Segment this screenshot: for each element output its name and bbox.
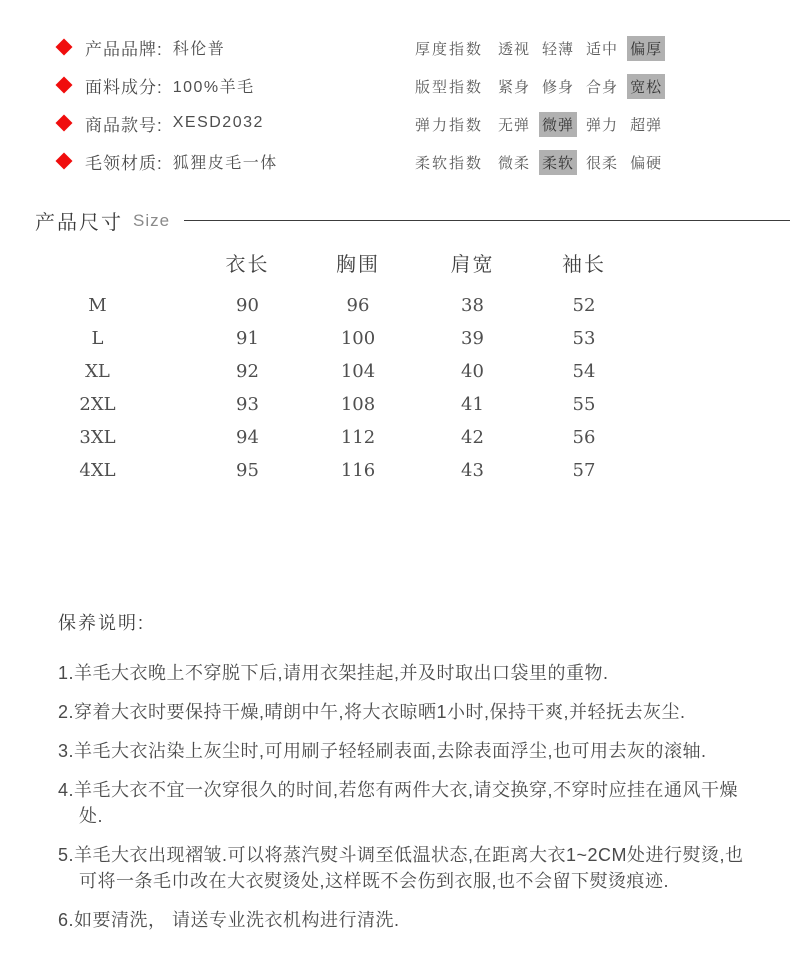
size-table-header: 胸围: [336, 254, 380, 276]
size-section-subtitle: Size: [133, 210, 171, 230]
size-table-row: [0, 421, 639, 454]
size-cell: 116: [340, 460, 376, 481]
care-item: 3.羊毛大衣沾染上灰尘时,可用刷子轻轻刷表面,去除表面浮尘,也可用去灰的滚轴.: [58, 741, 707, 761]
care-instructions-section: [58, 609, 758, 933]
scale-option: 轻薄: [542, 40, 575, 58]
size-table-header: 袖长: [562, 254, 606, 276]
product-attr-row: [55, 104, 415, 142]
scale-option-selected: 偏厚: [627, 36, 665, 61]
scale-option: 超弹: [630, 116, 663, 134]
size-cell-label: L: [91, 328, 104, 349]
diamond-bullet-icon: [56, 115, 73, 132]
size-table-header: 衣长: [225, 254, 270, 276]
attr-value: 科伦普: [172, 40, 226, 58]
index-scale-row-elasticity: [415, 105, 790, 143]
size-cell: 94: [236, 427, 259, 448]
scale-option: 适中: [586, 40, 619, 58]
size-cell: 96: [346, 295, 370, 316]
product-attributes-list: [55, 28, 415, 181]
size-cell: 42: [461, 427, 484, 448]
index-scale-row-fit: [415, 67, 790, 105]
size-cell-label: M: [88, 295, 107, 316]
size-cell: 39: [461, 328, 484, 349]
size-cell: 90: [236, 295, 259, 316]
index-scale-row-thickness: [415, 29, 790, 67]
size-cell-label: 2XL: [79, 394, 116, 415]
size-cell: 93: [236, 394, 259, 415]
scale-option-selected: 微弹: [539, 112, 577, 137]
size-cell: 100: [340, 328, 376, 349]
size-table: [0, 248, 639, 487]
size-section-heading: [35, 206, 790, 235]
diamond-bullet-icon: [56, 77, 73, 94]
scale-option: 微柔: [498, 154, 531, 172]
size-table-row: [0, 388, 639, 421]
size-table-row: [0, 289, 639, 322]
scale-option: 弹力: [586, 116, 619, 134]
size-cell: 108: [340, 394, 376, 415]
size-cell: 104: [340, 361, 376, 382]
scale-option: 紧身: [498, 78, 531, 96]
care-title: 保养说明:: [58, 613, 146, 633]
product-attributes-section: [0, 0, 790, 181]
size-column-spacer: [0, 248, 195, 289]
size-section-title: 产品尺寸: [35, 212, 123, 234]
attr-label: 面料成分:: [85, 77, 163, 97]
care-item: 5.羊毛大衣出现褶皱.可以将蒸汽熨斗调至低温状态,在距离大衣1~2CM处进行熨烫,也可将一条毛巾改在大衣熨烫处,这样既不会伤到衣服,也不会留下熨烫痕迹.: [58, 845, 744, 891]
scale-label: 柔软指数: [415, 154, 484, 172]
size-cell-label: 4XL: [79, 460, 116, 481]
size-cell: 54: [572, 361, 596, 382]
scale-option-selected: 宽松: [627, 74, 665, 99]
attr-label: 商品款号:: [85, 115, 163, 135]
product-attr-row: [55, 66, 415, 104]
size-cell-label: 3XL: [79, 427, 116, 448]
size-cell: 92: [236, 361, 259, 382]
index-scales-list: [415, 28, 790, 181]
scale-label: 厚度指数: [415, 40, 484, 58]
scale-label: 弹力指数: [415, 116, 484, 134]
attr-label: 毛领材质:: [85, 153, 163, 173]
size-cell: 95: [236, 460, 259, 481]
attr-label: 产品品牌:: [85, 39, 163, 59]
scale-label: 版型指数: [415, 78, 484, 96]
scale-option: 修身: [542, 78, 575, 96]
attr-value: 狐狸皮毛一体: [172, 154, 278, 172]
size-cell: 57: [572, 460, 596, 481]
size-cell-label: XL: [85, 361, 110, 382]
size-cell: 55: [572, 394, 596, 415]
size-cell: 56: [572, 427, 596, 448]
scale-option: 合身: [586, 78, 619, 96]
size-cell: 112: [340, 427, 376, 448]
size-cell: 38: [461, 295, 484, 316]
care-item: 2.穿着大衣时要保持干燥,晴朗中午,将大衣晾晒1小时,保持干爽,并轻抚去灰尘.: [58, 702, 686, 722]
product-attr-row: [55, 28, 415, 66]
care-item: 6.如要清洗， 请送专业洗衣机构进行清洗.: [58, 910, 400, 930]
attr-value: XESD2032: [172, 114, 264, 131]
scale-option: 透视: [498, 40, 531, 58]
diamond-bullet-icon: [56, 153, 73, 170]
attr-value: 100%羊毛: [172, 78, 255, 96]
size-table-row: [0, 322, 639, 355]
size-cell: 43: [461, 460, 484, 481]
index-scale-row-softness: [415, 143, 790, 181]
product-attr-row: [55, 142, 415, 180]
diamond-bullet-icon: [56, 39, 73, 56]
care-item: 4.羊毛大衣不宜一次穿很久的时间,若您有两件大衣,请交换穿,不穿时应挂在通风干燥处.: [58, 780, 739, 826]
scale-option: 偏硬: [630, 154, 663, 172]
size-cell: 52: [572, 295, 596, 316]
size-cell: 40: [461, 361, 484, 382]
size-table-header: 肩宽: [450, 254, 495, 276]
size-cell: 41: [461, 394, 484, 415]
scale-option: 很柔: [586, 154, 619, 172]
scale-option-selected: 柔软: [539, 150, 577, 175]
size-table-header-row: [0, 248, 639, 289]
scale-option: 无弹: [498, 116, 531, 134]
size-table-row: [0, 454, 639, 487]
size-cell: 53: [572, 328, 596, 349]
size-table-row: [0, 355, 639, 388]
care-item: 1.羊毛大衣晚上不穿脱下后,请用衣架挂起,并及时取出口袋里的重物.: [58, 663, 609, 683]
size-cell: 91: [236, 328, 259, 349]
size-title-divider: [184, 220, 790, 221]
